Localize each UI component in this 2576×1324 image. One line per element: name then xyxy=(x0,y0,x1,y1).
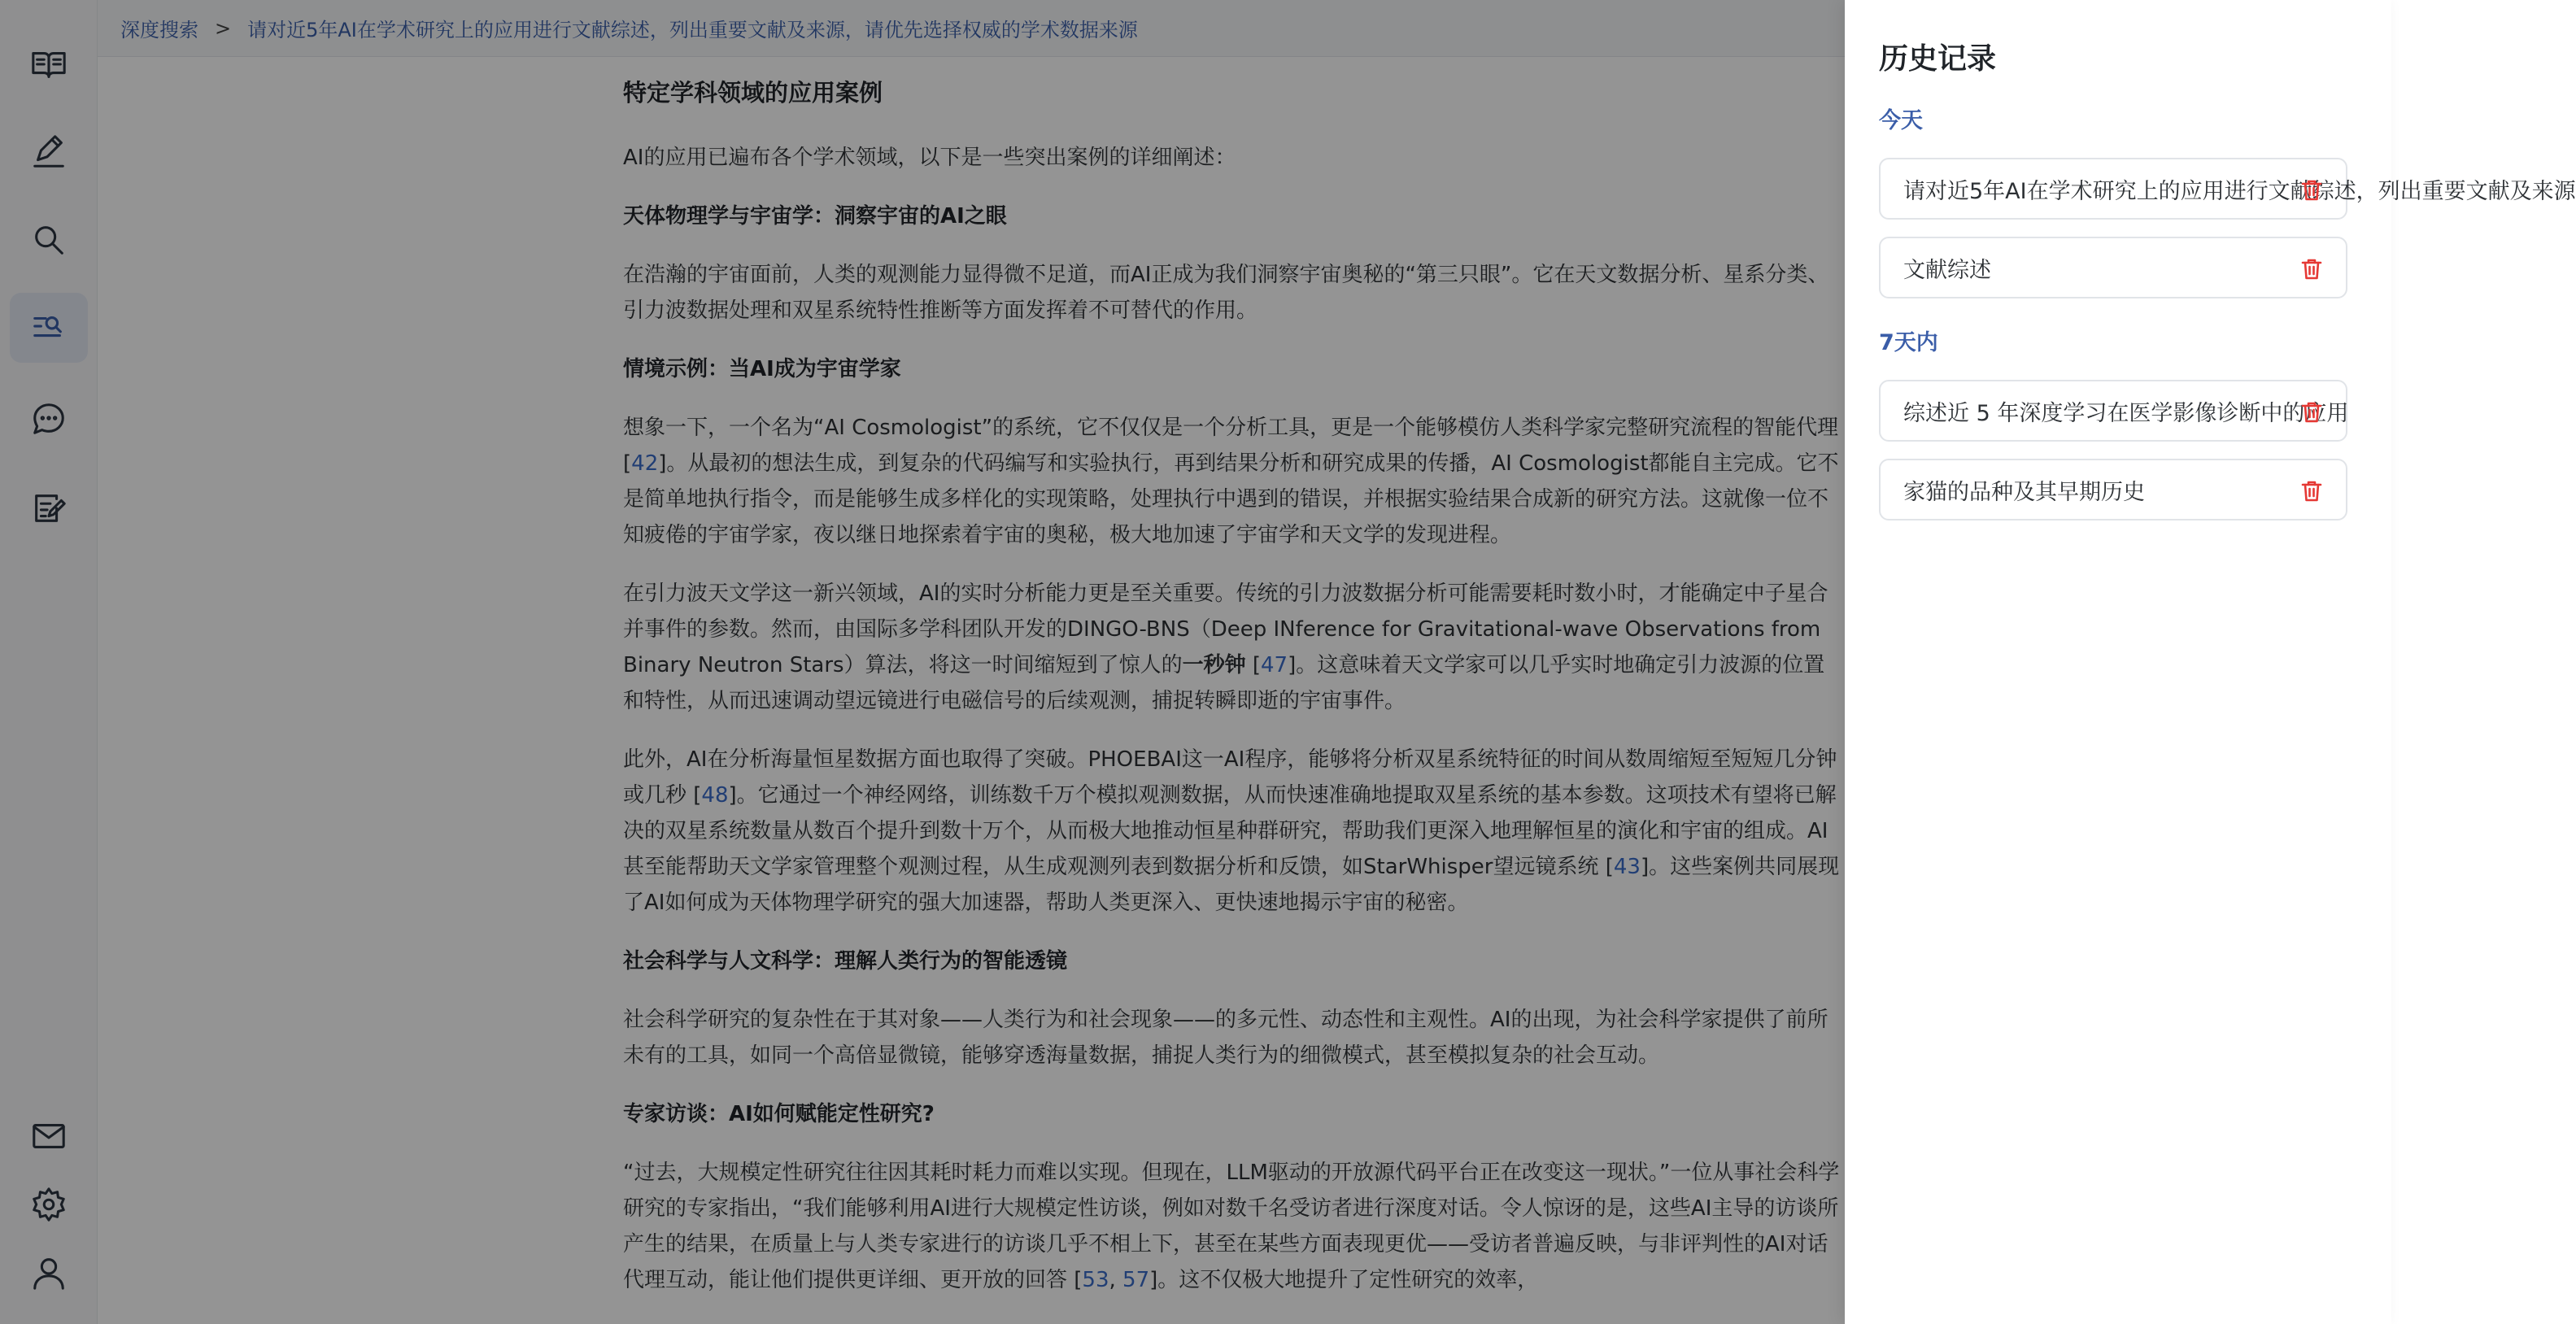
astro-heading: 天体物理学与宇宙学：洞察宇宙的AI之眼 xyxy=(623,204,1007,229)
astro-paragraph: 在浩瀚的宇宙面前，人类的观测能力显得微不足道，而AI正成为我们洞察宇宙奥秘的“第三只眼”。它在天文数据分析、星系分类、引力波数据处理和双星系统特性推断等方面发挥着不可替代的作用。 xyxy=(623,263,1829,323)
interview-paragraph: “过去，大规模定性研究往往因其耗时耗力而难以实现。但现在，LLM驱动的开放源代码平台正在改变这一现状。”一位从事社会科学研究的专家指出，“我们能够利用AI进行大规模定性访谈，例如对数千名受访者进行深度对话。令人惊讶的是，这些AI主导的访谈所产生的结果，在质量上与人类专家进行的访谈几乎不相上下，甚至在某些方面表现更优——受访者普遍反映，与非评判性的AI对话代理互动，能让他们提供更详细、更开放的回答 [53, 57]。这不仅极大地提升了定性研究的效率， xyxy=(623,1161,1840,1292)
scenario-paragraph: 想象一下，一个名为“AI Cosmologist”的系统，它不仅仅是一个分析工具，更是一个能够模仿人类科学家完整研究流程的智能代理 [42]。从最初的想法生成，到复杂的代码编写和实验执行，再到结果分析和研究成果的传播，AI Cosmologist都能自主完成。它不是简单地执行指令，而是能够生成多样化的实现策略，处理执行中遇到的错误，并根据实验结果合成新的研究方法。这就像一位不知疲倦的宇宙学家，夜以继日地探索着宇宙的奥秘，极大地加速了宇宙学和天文学的发现进程。 xyxy=(623,416,1839,547)
history-item-title: 文献综述 xyxy=(1903,257,1991,283)
breadcrumb-separator: > xyxy=(215,16,232,40)
history-item-title: 请对近5年AI在学术研究上的应用进行文献综述，列出重要文献及来源 xyxy=(1903,178,2576,204)
citation-link[interactable]: 42 xyxy=(631,451,659,476)
history-item-title: 综述近 5 年深度学习在医学影像诊断中的应用 xyxy=(1903,400,2349,426)
trash-icon[interactable] xyxy=(2299,256,2325,282)
history-item[interactable] xyxy=(1879,380,2347,442)
breadcrumb-current: 请对近5年AI在学术研究上的应用进行文献综述，列出重要文献及来源，请优先选择权威的学术数据来源 xyxy=(247,19,1138,41)
history-item[interactable] xyxy=(1879,158,2576,220)
breadcrumb-root[interactable]: 深度搜索 xyxy=(120,19,198,41)
social-paragraph: 社会科学研究的复杂性在于其对象——人类行为和社会现象——的多元性、动态性和主观性。AI的出现，为社会科学家提供了前所未有的工具，如同一个高倍显微镜，能够穿透海量数据，捕捉人类行为的细微模式，甚至模拟复杂的社会互动。 xyxy=(623,1008,1828,1068)
phoebe-paragraph: 此外，AI在分析海量恒星数据方面也取得了突破。PHOEBAI这一AI程序，能够将分析双星系统特征的时间从数周缩短至短短几分钟或几秒 [48]。它通过一个神经网络，训练数千万个模拟观测数据，从而快速准确地提取双星系统的基本参数。这项技术有望将已解决的双星系统数量从数百个提升到数十万个，从而极大地推动恒星种群研究，帮助我们更深入地理解恒星的演化和宇宙的组成。AI甚至能帮助天文学家管理整个观测过程，从生成观测列表到数据分析和反馈，如StarWhisper望远镜系统 [43]。这些案例共同展现了AI如何成为天体物理学研究的强大加速器，帮助人类更深入、更快速地揭示宇宙的秘密。 xyxy=(623,747,1840,915)
interview-heading: 专家访谈：AI如何赋能定性研究? xyxy=(623,1102,935,1126)
trash-icon[interactable] xyxy=(2299,177,2325,203)
section-heading: 特定学科领域的应用案例 xyxy=(623,79,883,107)
history-item[interactable] xyxy=(1879,237,2347,298)
citation-link[interactable]: 43 xyxy=(1613,855,1641,879)
citation-link[interactable]: 48 xyxy=(701,783,729,808)
group-label-today: 今天 xyxy=(1879,108,1923,133)
intro-paragraph: AI的应用已遍布各个学术领域，以下是一些突出案例的详细阐述： xyxy=(623,146,1236,170)
history-item-title: 家猫的品种及其早期历史 xyxy=(1903,479,2145,505)
history-item[interactable] xyxy=(1879,459,2347,520)
social-heading: 社会科学与人文科学：理解人类行为的智能透镜 xyxy=(623,949,1068,973)
group-label-7days: 7天内 xyxy=(1879,330,1938,355)
citation-link[interactable]: 53 xyxy=(1082,1268,1109,1292)
drawer-title: 历史记录 xyxy=(1879,42,1997,76)
scenario-heading: 情境示例：当AI成为宇宙学家 xyxy=(623,357,901,381)
gw-paragraph: 在引力波天文学这一新兴领域，AI的实时分析能力更是至关重要。传统的引力波数据分析可能需要耗时数小时，才能确定中子星合并事件的参数。然而，由国际多学科团队开发的DINGO-BNS（Deep INference for Gravitational-wave Observations from Binary Neutron Stars）算法，将这一时间缩短到了惊人的一秒钟 [47]。这意味着天文学家可以几乎实时地确定引力波源的位置和特性，从而迅速调动望远镜进行电磁信号的后续观测，捕捉转瞬即逝的宇宙事件。 xyxy=(623,581,1828,713)
citation-link[interactable]: 57 xyxy=(1122,1268,1150,1292)
citation-link[interactable]: 47 xyxy=(1261,653,1288,677)
history-drawer xyxy=(1845,0,2576,1324)
trash-icon[interactable] xyxy=(2299,478,2325,504)
trash-icon[interactable] xyxy=(2299,399,2325,425)
